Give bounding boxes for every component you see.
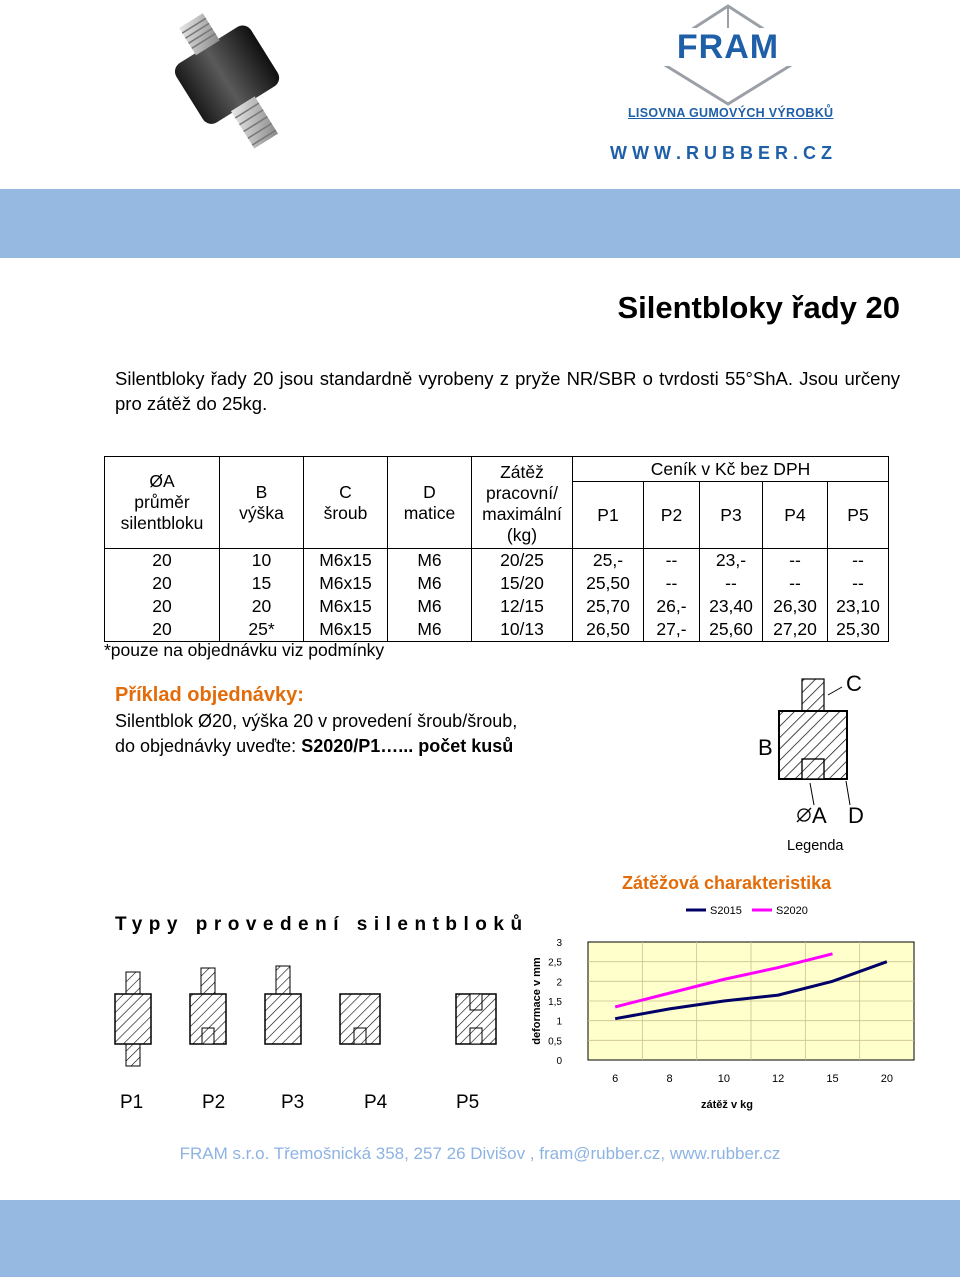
table-cell: --: [644, 549, 700, 573]
spec-table: [104, 456, 889, 642]
table-cell: 25,50: [573, 572, 644, 595]
type-p4-drawing: [340, 994, 380, 1044]
table-row: [105, 618, 889, 642]
table-cell: 25*: [220, 618, 304, 642]
header-d: D matice: [388, 457, 472, 549]
table-cell: --: [700, 572, 763, 595]
table-cell: 10/13: [472, 618, 573, 642]
logo-tagline: LISOVNA GUMOVÝCH VÝROBKŮ: [628, 106, 834, 120]
header-a: ØA průměr silentbloku: [105, 457, 220, 549]
x-tick-label: 12: [772, 1073, 785, 1085]
legend-label-b: B: [758, 735, 773, 760]
type-p2-drawing: [190, 968, 226, 1044]
y-tick-label: 0,5: [548, 1036, 562, 1048]
table-cell: M6x15: [304, 572, 388, 595]
intro-text: Silentbloky řady 20 jsou standardně vyrobeny z pryže NR/SBR o tvrdosti 55°ShA. Jsou určeny pro zátěž do 25kg.: [115, 368, 900, 414]
x-axis-label: zátěž v kg: [701, 1099, 753, 1111]
header-b: B výška: [220, 457, 304, 549]
table-cell: --: [644, 572, 700, 595]
y-tick-label: 1: [556, 1016, 562, 1028]
order-example-line2: do objednávky uveďte: S2020/P1…... počet kusů: [115, 736, 514, 756]
table-cell: 15/20: [472, 572, 573, 595]
product-photo: [128, 0, 328, 158]
order-code: S2020/P1…... počet kusů: [301, 736, 514, 756]
table-cell: 12/15: [472, 595, 573, 618]
table-cell: 26,50: [573, 618, 644, 642]
legend-caption: Legenda: [787, 838, 844, 854]
table-row: [105, 595, 889, 618]
table-cell: 23,-: [700, 549, 763, 573]
y-axis-label: deformace v mm: [531, 957, 543, 1045]
company-logo: [600, 0, 850, 170]
type-label-p3: P3: [281, 1092, 305, 1113]
table-cell: M6x15: [304, 595, 388, 618]
page-title: Silentbloky řady 20: [617, 290, 900, 325]
type-label-p5: P5: [456, 1092, 480, 1113]
header-load: Zátěž pracovní/ maximální (kg): [472, 457, 573, 549]
table-cell: M6x15: [304, 549, 388, 573]
x-tick-label: 15: [826, 1073, 839, 1085]
table-cell: 20: [105, 549, 220, 573]
table-footnote: *pouze na objednávku viz podmínky: [104, 640, 385, 660]
table-cell: 23,40: [700, 595, 763, 618]
table-cell: 20/25: [472, 549, 573, 573]
load-chart: [520, 896, 920, 1116]
logo-web: W W W . R U B B E R . C Z: [610, 143, 832, 163]
order-example-title: Příklad objednávky:: [115, 684, 304, 706]
table-cell: --: [763, 572, 828, 595]
y-tick-label: 2,5: [548, 957, 562, 969]
table-cell: 27,20: [763, 618, 828, 642]
legend-label: S2015: [710, 905, 742, 917]
table-cell: M6: [388, 572, 472, 595]
x-tick-label: 8: [666, 1073, 673, 1085]
footer-contact: FRAM s.r.o. Třemošnická 358, 257 26 Divišov , fram@rubber.cz, www.rubber.cz: [179, 1144, 781, 1163]
x-tick-label: 6: [612, 1073, 619, 1085]
y-tick-label: 2: [556, 977, 562, 989]
header-c: C šroub: [304, 457, 388, 549]
chart-title: Zátěžová charakteristika: [622, 873, 832, 893]
type-label-p4: P4: [364, 1092, 388, 1113]
header-p2: P2: [644, 482, 700, 549]
table-cell: 20: [220, 595, 304, 618]
table-cell: M6: [388, 618, 472, 642]
table-cell: 25,60: [700, 618, 763, 642]
table-cell: 26,-: [644, 595, 700, 618]
order-example-line1: Silentblok Ø20, výška 20 v provedení šroub/šroub,: [115, 711, 518, 731]
legend-label-c: C: [846, 671, 862, 696]
x-tick-label: 10: [717, 1073, 730, 1085]
types-drawings: [100, 958, 520, 1088]
table-cell: 25,70: [573, 595, 644, 618]
table-cell: 10: [220, 549, 304, 573]
table-cell: 23,10: [828, 595, 889, 618]
table-cell: 20: [105, 595, 220, 618]
table-cell: 25,30: [828, 618, 889, 642]
top-band: [0, 189, 960, 258]
table-cell: 25,-: [573, 549, 644, 573]
y-tick-label: 3: [556, 938, 562, 949]
table-cell: 27,-: [644, 618, 700, 642]
table-cell: --: [828, 572, 889, 595]
legend-label-d: D: [848, 803, 864, 828]
table-cell: 15: [220, 572, 304, 595]
table-cell: --: [763, 549, 828, 573]
header-p3: P3: [700, 482, 763, 549]
table-row: [105, 572, 889, 595]
table-cell: M6: [388, 595, 472, 618]
table-cell: 26,30: [763, 595, 828, 618]
type-label-p1: P1: [120, 1092, 144, 1113]
type-p3-drawing: [265, 966, 301, 1044]
header-p1: P1: [573, 482, 644, 549]
bottom-band: [0, 1200, 960, 1277]
header-p5: P5: [828, 482, 889, 549]
table-cell: M6x15: [304, 618, 388, 642]
legend-label-a: A: [812, 803, 827, 828]
type-p1-drawing: [115, 972, 151, 1066]
header-price-group: Ceník v Kč bez DPH: [573, 457, 889, 482]
table-cell: --: [828, 549, 889, 573]
table-cell: 20: [105, 618, 220, 642]
type-label-p2: P2: [202, 1092, 226, 1113]
types-title: Typy provedení silentbloků: [115, 914, 529, 935]
y-tick-label: 1,5: [548, 997, 562, 1008]
legend-label: S2020: [776, 905, 808, 917]
legend-drawing: [750, 665, 890, 865]
table-cell: M6: [388, 549, 472, 573]
table-cell: 20: [105, 572, 220, 595]
table-row: [105, 549, 889, 573]
header-p4: P4: [763, 482, 828, 549]
y-tick-label: 0: [556, 1056, 562, 1067]
logo-wordmark: FRAM: [676, 28, 780, 66]
type-p5-drawing: [456, 994, 496, 1044]
x-tick-label: 20: [880, 1073, 893, 1085]
